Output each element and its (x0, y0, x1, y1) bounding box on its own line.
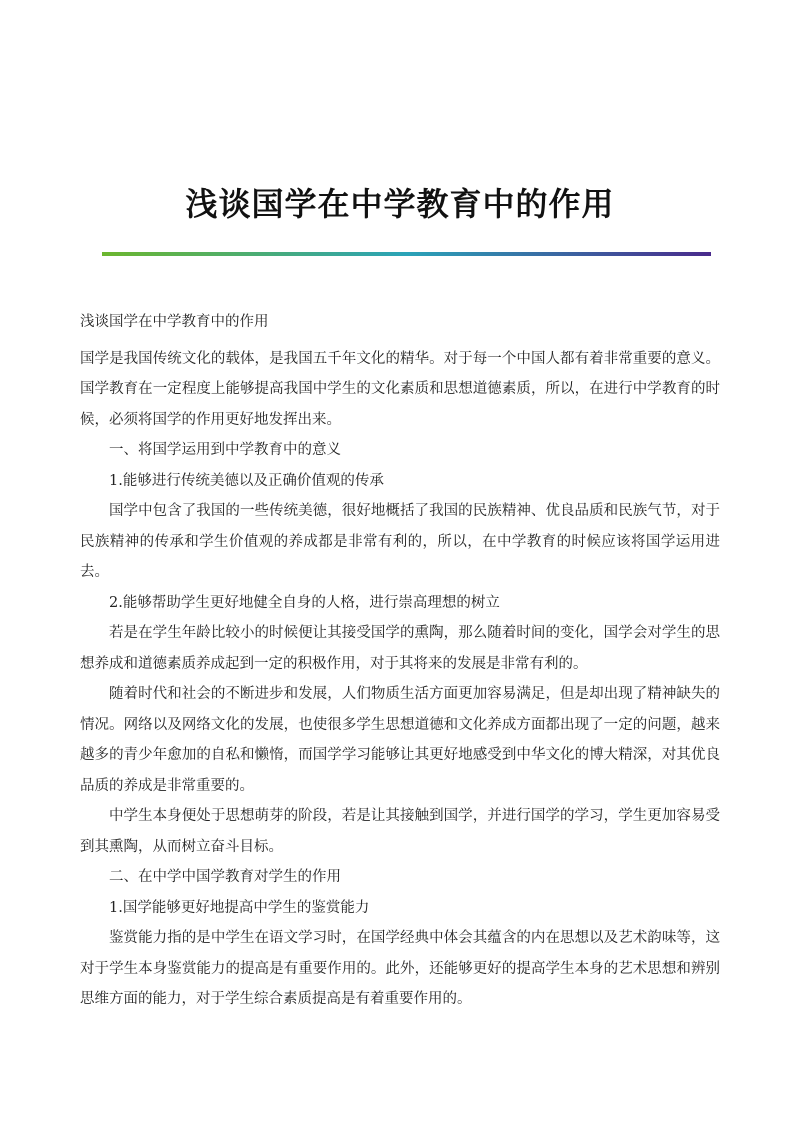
body-paragraph: 鉴赏能力指的是中学生在语文学习时，在国学经典中体会其蕴含的内在思想以及艺术韵味等，这对于学生本身鉴赏能力的提高是有重要作用的。此外，还能够更好的提高学生本身的艺术思想和辨别思维方面的能力，对于学生综合素质提高是有着重要作用的。 (80, 930, 720, 1007)
section-heading-1: 一、将国学运用到中学教育中的意义 (109, 442, 341, 458)
subsection-heading-1-2: 2.能够帮助学生更好地健全自身的人格，进行崇高理想的树立 (109, 594, 500, 611)
document-body (80, 307, 720, 1015)
document-title: 浅谈国学在中学教育中的作用 (185, 185, 615, 224)
body-paragraph: 随着时代和社会的不断进步和发展，人们物质生活方面更加容易满足，但是却出现了精神缺失的情况。网络以及网络文化的发展，也使很多学生思想道德和文化养成方面都出现了一定的问题，越来越多的青少年愈加的自私和懒惰，而国学学习能够让其更好地感受到中华文化的博大精深，对其优良品质的养成是非常重要的。 (80, 686, 720, 794)
intro-paragraph: 国学是我国传统文化的载体，是我国五千年文化的精华。对于每一个中国人都有着非常重要的意义。国学教育在一定程度上能够提高我国中学生的文化素质和思想道德素质，所以，在进行中学教育的时候，必须将国学的作用更好地发挥出来。 (80, 350, 720, 428)
subsection-heading-1-1: 1.能够进行传统美德以及正确价值观的传承 (109, 472, 384, 489)
body-paragraph: 若是在学生年龄比较小的时候便让其接受国学的熏陶，那么随着时间的变化，国学会对学生的思想养成和道德素质养成起到一定的积极作用，对于其将来的发展是非常有利的。 (80, 625, 720, 672)
body-paragraph: 国学中包含了我国的一些传统美德，很好地概括了我国的民族精神、优良品质和民族气节，对于民族精神的传承和学生价值观的养成都是非常有利的，所以，在中学教育的时候应该将国学运用进去。 (80, 503, 720, 580)
title-divider (102, 252, 711, 256)
body-paragraph: 中学生本身便处于思想萌芽的阶段，若是让其接触到国学，并进行国学的学习，学生更加容易受到其熏陶，从而树立奋斗目标。 (80, 808, 720, 855)
section-heading-2: 二、在中学中国学教育对学生的作用 (109, 869, 341, 885)
document-subtitle: 浅谈国学在中学教育中的作用 (80, 314, 269, 330)
subsection-heading-2-1: 1.国学能够更好地提高中学生的鉴赏能力 (109, 899, 370, 916)
